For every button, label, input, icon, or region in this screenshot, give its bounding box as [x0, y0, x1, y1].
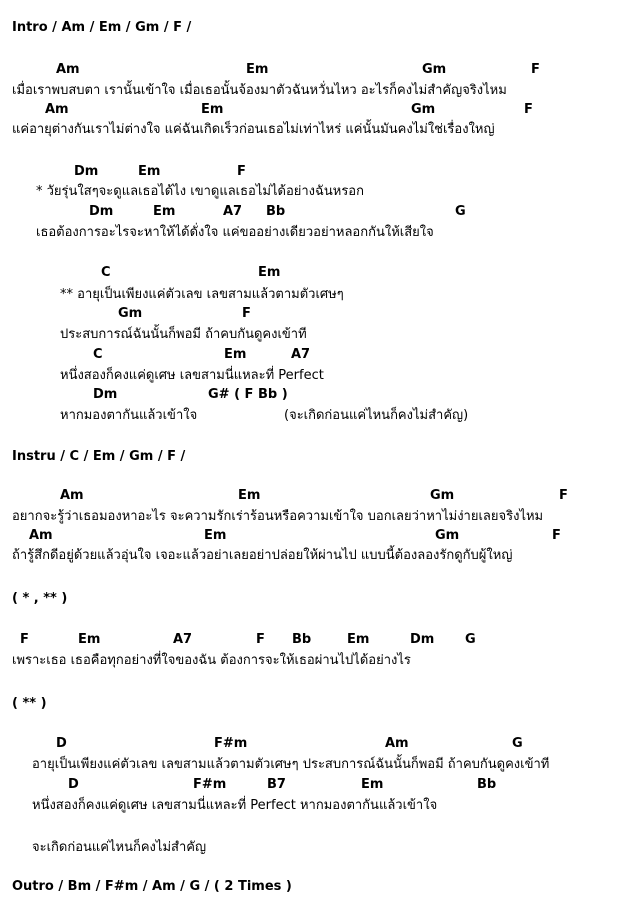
chord: Em	[238, 488, 261, 503]
outro-line: Outro / Bm / F#m / Am / G / ( 2 Times )	[12, 879, 292, 894]
lyric-line: * วัยรุ่นใสๆจะดูแลเธอได้ไง เขาดูแลเธอไม่ได้อย่างฉันหรอก	[36, 184, 364, 199]
chord: Gm	[118, 306, 143, 321]
chord: Dm	[410, 632, 435, 647]
chord: Am	[385, 736, 409, 751]
chord: F	[242, 306, 251, 321]
lyric-line: ถ้ารู้สึกดีอยู่ด้วยแล้วอุ่นใจ เจอะแล้วอย่าเลยอย่าปล่อยให้ผ่านไป แบบนี้ต้องลองรักดูกับผู้ใหญ่	[12, 548, 513, 563]
chord: F	[552, 528, 561, 543]
lyric-line: หนึ่งสองก็คงแค่ดูเศษ เลขสามนี่แหละที่ Perfect	[60, 368, 324, 383]
chord: Am	[29, 528, 53, 543]
chord: F	[256, 632, 265, 647]
chord: Gm	[422, 62, 447, 77]
chord: Gm	[411, 102, 436, 117]
lyric-line: เมื่อเราพบสบตา เรานั้นเข้าใจ เมื่อเธอนั้นจ้องมาตัวฉันหวั่นไหว อะไรก็คงไม่สำคัญจริงไหม	[12, 83, 507, 98]
chord: Em	[153, 204, 176, 219]
lyric-line: ประสบการณ์ฉันนั้นก็พอมี ถ้าคบกันดูคงเข้าที	[60, 327, 307, 342]
lyric-line: หนึ่งสองก็คงแค่ดูเศษ เลขสามนี่แหละที่ Perfect หากมองตากันแล้วเข้าใจ	[32, 798, 438, 813]
lyric-line: อยากจะรู้ว่าเธอมองหาอะไร จะความรักเร่าร้อนหรือความเข้าใจ บอกเลยว่าหาไม่ง่ายเลยจริงไหม	[12, 509, 544, 524]
chord: Gm	[435, 528, 460, 543]
repeat-marker: ( ** )	[12, 696, 47, 711]
chord: Em	[224, 347, 247, 362]
chord: F	[559, 488, 568, 503]
chord: D	[68, 777, 79, 792]
chord: B7	[267, 777, 286, 792]
chord: G	[465, 632, 476, 647]
chord: F	[237, 164, 246, 179]
repeat-marker: ( * , ** )	[12, 591, 68, 606]
chord: C	[93, 347, 103, 362]
lyric-line: แค่อายุต่างกันเราไม่ต่างใจ แค่ฉันเกิดเร็วก่อนเธอไม่เท่าไหร่ แค่นั้นมันคงไม่ใช่เรื่องใหญ่	[12, 122, 495, 137]
lyric-line: ** อายุเป็นเพียงแค่ตัวเลข เลขสามแล้วตามตัวเศษๆ	[60, 287, 344, 302]
chord: Bb	[292, 632, 312, 647]
chord: Dm	[93, 387, 118, 402]
lyric-line: (จะเกิดก่อนแค่ไหนก็คงไม่สำคัญ)	[284, 408, 469, 423]
intro-line: Intro / Am / Em / Gm / F /	[12, 20, 192, 35]
lyric-line: อายุเป็นเพียงแค่ตัวเลข เลขสามแล้วตามตัวเศษๆ ประสบการณ์ฉันนั้นก็พอมี ถ้าคบกันดูคงเข้าที	[32, 757, 550, 772]
chord: Em	[347, 632, 370, 647]
chord: Am	[45, 102, 69, 117]
instru-line: Instru / C / Em / Gm / F /	[12, 449, 186, 464]
chord: A7	[223, 204, 243, 219]
chord: Am	[56, 62, 80, 77]
chord: Em	[361, 777, 384, 792]
chord: F#m	[214, 736, 248, 751]
lyric-line: จะเกิดก่อนแค่ไหนก็คงไม่สำคัญ	[32, 840, 207, 855]
chord: G	[512, 736, 523, 751]
chord: G# ( F Bb )	[208, 387, 288, 402]
chord: F	[20, 632, 29, 647]
chord: F#m	[193, 777, 227, 792]
chord: Bb	[266, 204, 286, 219]
chord: F	[524, 102, 533, 117]
chord: Am	[60, 488, 84, 503]
chord: Bb	[477, 777, 497, 792]
lyric-line: เธอต้องการอะไรจะหาให้ได้ดั่งใจ แค่ขออย่างเดียวอย่าหลอกกันให้เสียใจ	[36, 225, 434, 240]
chord: Dm	[74, 164, 99, 179]
chord: Em	[201, 102, 224, 117]
chord: Em	[78, 632, 101, 647]
chord: A7	[173, 632, 193, 647]
chord: Em	[204, 528, 227, 543]
lyric-line: เพราะเธอ เธอคือทุกอย่างที่ใจของฉัน ต้องการจะให้เธอผ่านไปได้อย่างไร	[12, 653, 411, 668]
chord: Em	[246, 62, 269, 77]
chord: Gm	[430, 488, 455, 503]
chord: Em	[258, 265, 281, 280]
chord: C	[101, 265, 111, 280]
chord: A7	[291, 347, 311, 362]
chord: D	[56, 736, 67, 751]
chord: G	[455, 204, 466, 219]
lyric-line: หากมองตากันแล้วเข้าใจ	[60, 408, 198, 423]
chord: F	[531, 62, 540, 77]
chord: Em	[138, 164, 161, 179]
chord: Dm	[89, 204, 114, 219]
